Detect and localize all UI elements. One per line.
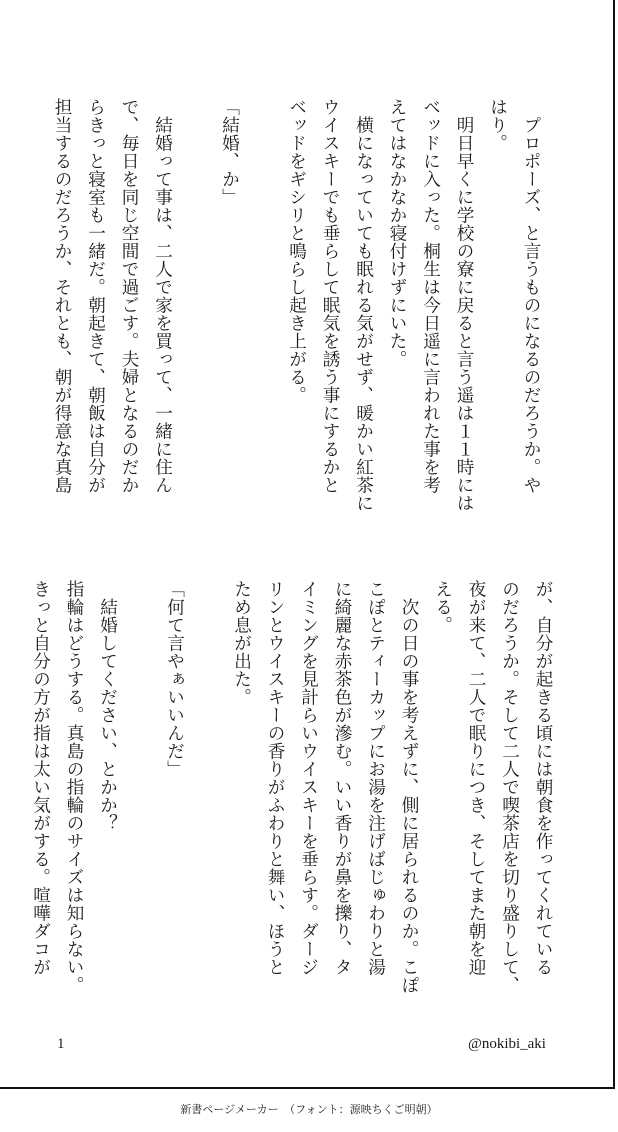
generator-credit: 新書ページメーカー （フォント：源映ちくご明朝）	[180, 1103, 438, 1116]
author-handle: @nokibi_aki	[468, 1036, 546, 1052]
page-number: 1	[57, 1036, 65, 1052]
upper-text-block: プロポーズ、と言うものになるのだろうか。や はり。 明日早くに学校の寮に戻ると言う遥は１１時には ベッドに入った。桐生は今日遥に言われた事を考 えてはなかなか寝付けずにいた。 横になっていても眠れる気がせず、暖かい紅茶に ウイスキーでも垂らして眠気を誘う事にするかと ベッドをギシリと鳴らし起き上がる。 「結婚、か」 結婚って事は、二人で家を買って、一緒に住ん で、毎日を同じ空間で過ごす。夫婦となるのだか らきっと寝室も一緒だ。朝起きて、朝飯は自分が 担当するのだろうか、それとも、朝が得意な真島	[52, 98, 541, 512]
lower-text-block: が、自分が起きる頃には朝食を作ってくれている のだろうか。そして二人で喫茶店を切り盛りして、 夜が来て、二人で眠りにつき、そしてまた朝を迎 える。 次の日の事を考えずに、側に居られるのか。こぽ こぽとティーカップにお湯を注げばじゅわりと湯 に綺麗な赤茶色が滲む。いい香りが鼻を擽り、タ イミングを見計らいウイスキーを垂らす。ダージ リンとウイスキーの香りがふわりと舞い、ほうと ため息が出た。 「何て言やぁいいんだ」 結婚してください、とかか？ 指輪はどうする。真島の指輪のサイズは知らない。 きっと自分の方が指は太い気がする。喧嘩ダコが	[30, 580, 553, 994]
